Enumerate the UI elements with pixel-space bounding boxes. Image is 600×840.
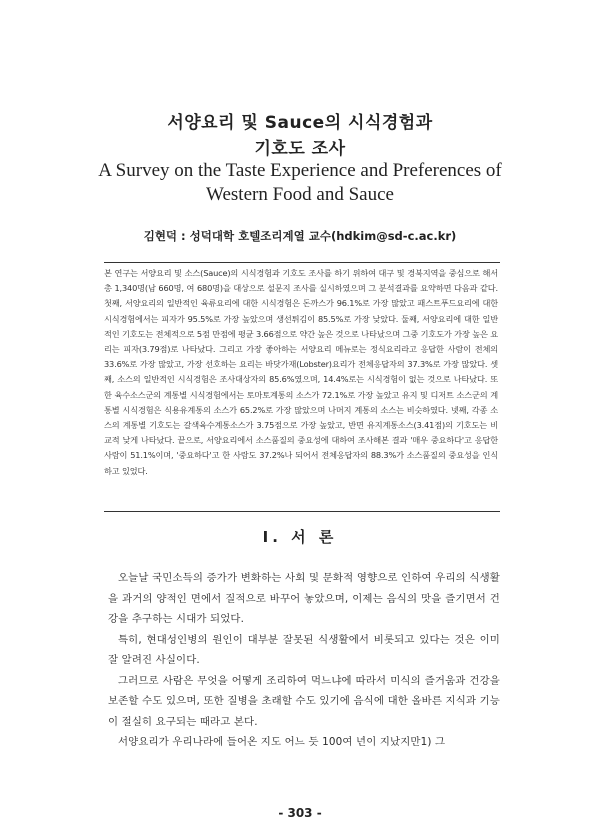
korean-title-line-2: 기호도 조사: [254, 139, 346, 159]
body-paragraph: 특히, 현대성인병의 원인이 대부분 잘못된 식생활에서 비롯되고 있다는 것은 이미 잘 알려진 사실이다.: [108, 633, 500, 666]
section-heading-introduction: Ⅰ. 서 론: [262, 528, 338, 546]
english-title-line-2: Western Food and Sauce: [206, 184, 394, 205]
english-title-line-1: A Survey on the Taste Experience and Preferences of: [98, 160, 502, 181]
body-paragraph: 서양요리가 우리나라에 들어온 지도 어느 듯 100여 년이 지났지만1) 그: [118, 736, 446, 748]
abstract-text: 본 연구는 서양요리 및 소스(Sauce)의 시식경험과 기호도 조사를 하기 위하여 대구 및 경북지역을 중심으로 해서 총 1,340명(남 660명, 여 680명)을 대상으로 설문지 조사를 실시하였으며 그 분석결과를 요약하면 다음과 같다. 첫째, 서양요리의 일반적인 육류요리에 대한 시식경험은 돈까스가 96.1%로 가장 많았고 패스트푸드요리에 대한 시식경험에서는 피자가 95.5%로 가장 높았으며 생선튀김이 85.5%로 가장 낮았다. 둘째, 서양요리에 대한 일반적인 기호도는 전체적으로 5점 만점에 평균 3.66점으로 약간 높은 것으로 나타났으며 그중 기호도가 가장 높은 요리는 피자(3.79점)로 나타났다. 그리고 가장 좋아하는 서양요리 메뉴로는 정식요리라고 응답한 사람이 전체의 33.6%로 가장 많았고, 가장 선호하는 요리는 바닷가재(Lobster)요리가 전체응답자의 37.3%로 가장 많았다. 셋째, 소스의 일반적인 시식경험은 조사대상자의 85.6%였으며, 14.4%로는 시식경험이 없는 것으로 나타났다. 또한 육수소스군의 계통별 시식경험에서는 토마토계통의 소스가 72.1%로 가장 높았고 유지 및 디저트 소스군의 계통별 시식경험은 식용유계통의 소스가 65.2%로 가장 많았으며 나머지 계통의 소스는 비슷하였다. 넷째, 각종 소스의 계통별 기호도는 갈색육수계통소스가 3.75점으로 가장 높았고, 반면 유지계통소스(3.41점)의 기호도는 비교적 낮게 나타났다. 끝으로, 서양요리에서 소스품질의 중요성에 대하여 조사해본 결과 '매우 중요하다'고 응답한 사람이 51.1%이며, '중요하다'고 한 사람도 37.2%나 되어서 전체응답자의 88.3%가 소스품질의 중요성을 인식하고 있었다.: [104, 268, 498, 476]
introduction-body: [108, 568, 500, 753]
body-paragraph: 오늘날 국민소득의 증가가 변화하는 사회 및 문화적 영향으로 인하여 우리의 식생활을 과거의 양적인 면에서 질적으로 바꾸어 놓았으며, 이제는 음식의 맛을 즐기면서 건강을 추구하는 시대가 되었다.: [108, 572, 500, 625]
page-number: - 303 -: [278, 806, 322, 820]
korean-title-line-1: 서양요리 및 Sauce의 시식경험과: [167, 113, 433, 133]
author-affiliation: 김현덕 : 성덕대학 호텔조리계열 교수(hdkim@sd-c.ac.kr): [143, 229, 457, 243]
body-paragraph: 그러므로 사람은 무엇을 어떻게 조리하여 먹느냐에 따라서 미식의 즐거움과 건강을 보존할 수도 있으며, 또한 질병을 초래할 수도 있기에 음식에 대한 올바른 지식과 기능이 절실히 요구되는 때라고 본다.: [108, 674, 500, 728]
